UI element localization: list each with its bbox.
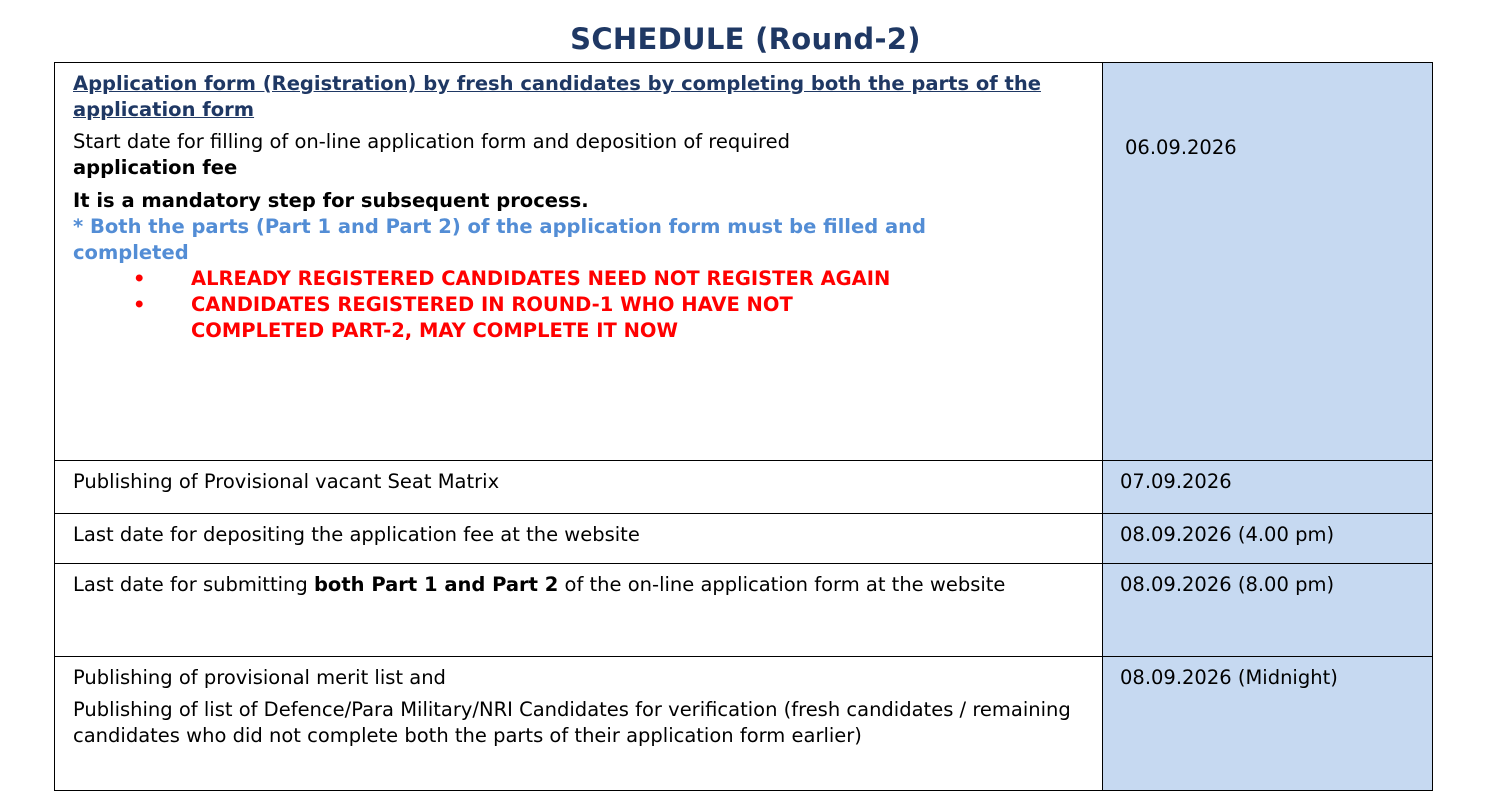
start-date-normal: Start date for filling of on-line application form and deposition of required <box>73 130 791 153</box>
row-heading: Application form (Registration) by fresh candidates by completing both the parts of the application form <box>73 72 1041 121</box>
start-date-bold: application fee <box>73 156 238 179</box>
mandatory-note: It is a mandatory step for subsequent process. <box>73 189 589 212</box>
submit-text-bold: both Part 1 and Part 2 <box>313 573 559 596</box>
row-description: Last date for depositing the application fee at the website <box>55 514 1103 564</box>
parts-note: * Both the parts (Part 1 and Part 2) of the application form must be filled and completed <box>73 215 926 264</box>
alert-list <box>73 266 1092 344</box>
row-date: 08.09.2026 (8.00 pm) <box>1103 564 1433 657</box>
bullet-icon: • <box>133 293 146 316</box>
schedule-table <box>54 62 1433 791</box>
start-date-text <box>73 129 1092 181</box>
table-row <box>55 514 1433 564</box>
list-item <box>73 292 891 344</box>
verification-list-text: Publishing of list of Defence/Para Military/NRI Candidates for verification (fresh candidates / remaining candidates who did not complete both the parts of their application form earlier) <box>73 698 1071 747</box>
bullet-icon: • <box>133 267 146 290</box>
list-item <box>73 266 891 292</box>
row-date: 08.09.2026 (Midnight) <box>1103 657 1433 791</box>
table-row <box>55 657 1433 791</box>
row-description <box>55 63 1103 461</box>
page-title: SCHEDULE (Round-2) <box>570 22 921 56</box>
submit-text-before: Last date for submitting <box>73 573 308 596</box>
table-row <box>55 564 1433 657</box>
row-date: 08.09.2026 (4.00 pm) <box>1103 514 1433 564</box>
row-description <box>55 657 1103 791</box>
table-row <box>55 461 1433 514</box>
row-description: Publishing of Provisional vacant Seat Matrix <box>55 461 1103 514</box>
alert-text: ALREADY REGISTERED CANDIDATES NEED NOT REGISTER AGAIN <box>191 267 891 290</box>
row-date: 06.09.2026 <box>1103 63 1433 461</box>
submit-text-after: of the on-line application form at the website <box>564 573 1006 596</box>
row-date: 07.09.2026 <box>1103 461 1433 514</box>
merit-list-text: Publishing of provisional merit list and <box>73 666 446 689</box>
row-description <box>55 564 1103 657</box>
table-row <box>55 63 1433 461</box>
alert-text: CANDIDATES REGISTERED IN ROUND-1 WHO HAVE NOT COMPLETED PART-2, MAY COMPLETE IT NOW <box>191 293 793 342</box>
